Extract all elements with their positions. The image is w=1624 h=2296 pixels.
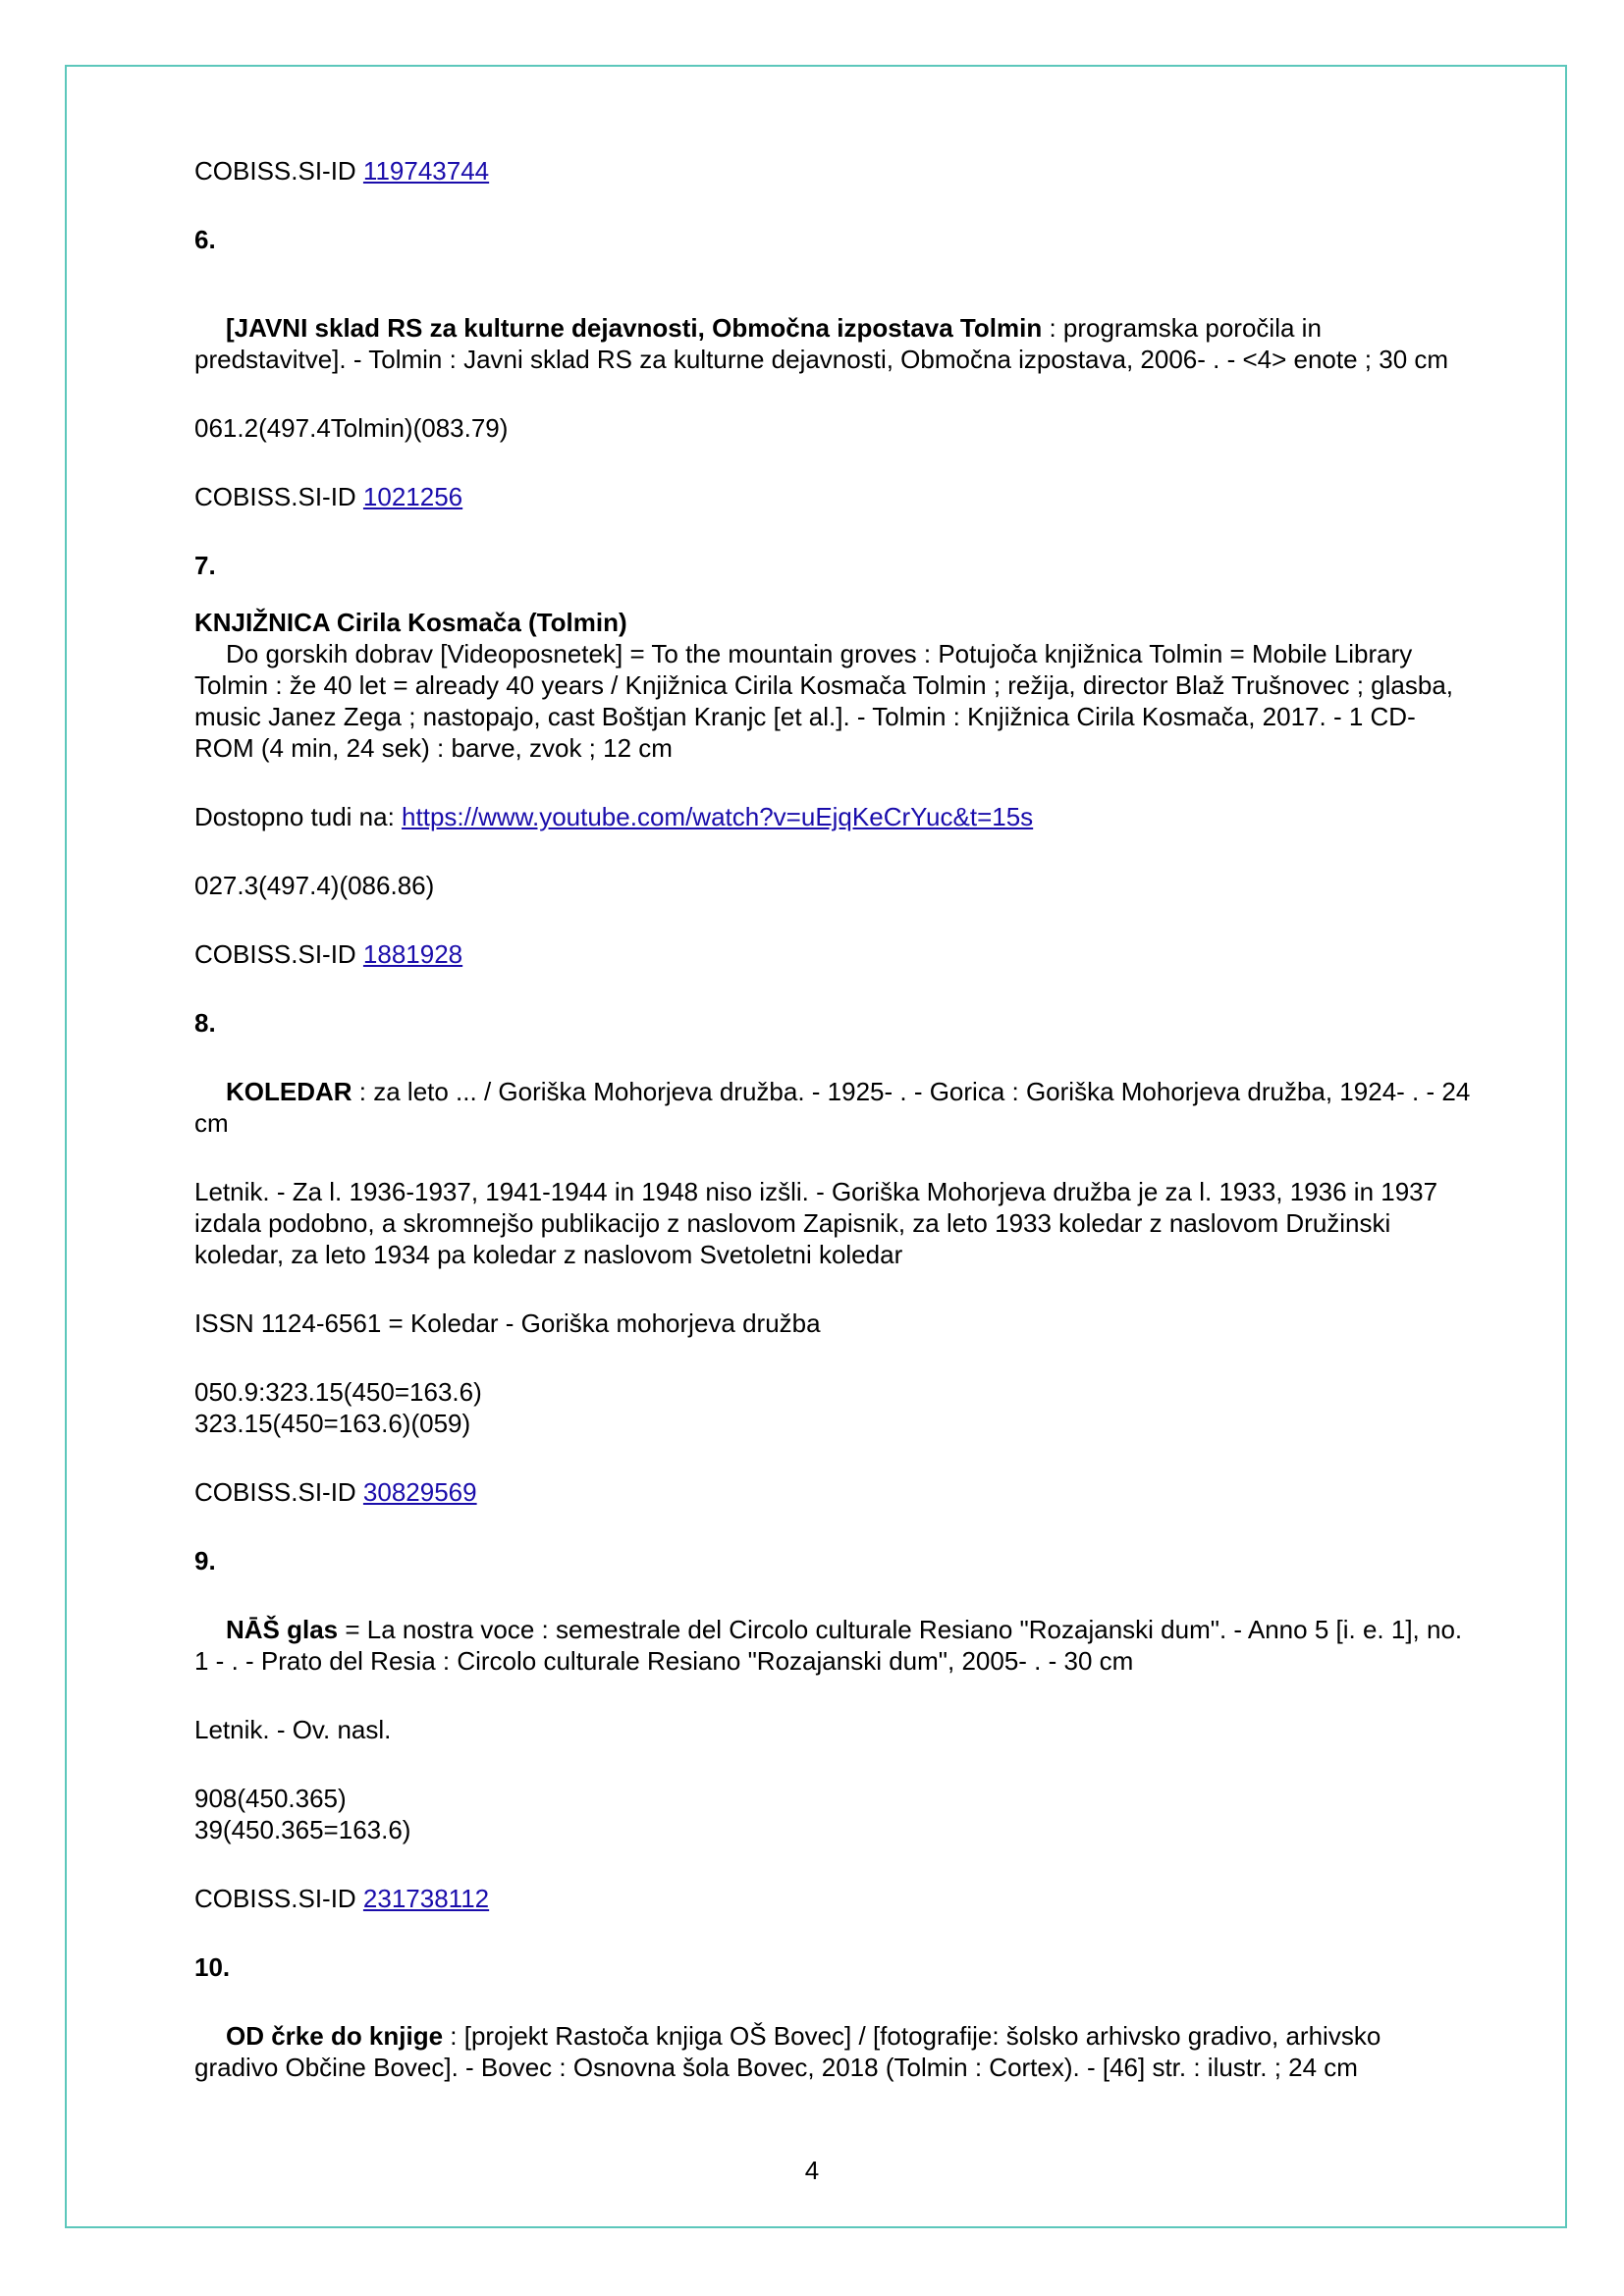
entry-number-10: 10.	[194, 1952, 231, 1982]
entry-7-availability: Dostopno tudi na: https://www.youtube.com/watch?v=uEjqKeCrYuc&t=15s	[194, 802, 1034, 831]
entry-9-udc-1: 908(450.365)	[194, 1784, 347, 1813]
cobiss-id-link[interactable]: 119743744	[362, 156, 490, 186]
entry-8-cobiss: COBISS.SI-ID 30829569	[194, 1477, 477, 1507]
entry-8-note: Letnik. - Za l. 1936-1937, 1941-1944 in 1948 niso izšli. - Goriška Mohorjeva družba je za l. 1933, 1936 in 1937 izdala podobno, a skromnejšo publikacijo z naslovom Zapisnik, za leto 1933 koledar z naslovom Družinski koledar, za leto 1934 pa koledar z naslovom Svetoletni koledar	[194, 1177, 1438, 1269]
entry-9-description: NĀŠ glas = La nostra voce : semestrale del Circolo culturale Resiano "Rozajanski dum". - Anno 5 [i. e. 1], no. 1 - . - Prato del Resia : Circolo culturale Resiano "Rozajanski dum", 2005- . - 30 cm	[194, 1615, 1463, 1676]
entry-9-title: NĀŠ glas	[226, 1615, 339, 1644]
entry-number-6: 6.	[194, 225, 216, 254]
cobiss-id-line: COBISS.SI-ID 119743744	[194, 156, 490, 186]
entry-9-udc-2: 39(450.365=163.6)	[194, 1815, 411, 1844]
entry-8-issn: ISSN 1124-6561 = Koledar - Goriška mohorjeva družba	[194, 1308, 821, 1338]
entry-8-udc-1: 050.9:323.15(450=163.6)	[194, 1377, 482, 1407]
entry-9-cobiss: COBISS.SI-ID 231738112	[194, 1884, 490, 1913]
entry-6-cobiss: COBISS.SI-ID 1021256	[194, 482, 463, 511]
entry-6-description: [JAVNI sklad RS za kulturne dejavnosti, Območna izpostava Tolmin : programska poročila in predstavitve]. - Tolmin : Javni sklad RS za kulturne dejavnosti, Območna izpostava, 2006- . - <4> enote ; 30 cm	[194, 313, 1449, 374]
entry-6-title: [JAVNI sklad RS za kulturne dejavnosti, Območna izpostava Tolmin	[226, 313, 1043, 343]
page-number: 4	[804, 2156, 820, 2185]
entry-6-udc: 061.2(497.4Tolmin)(083.79)	[194, 413, 509, 443]
entry-7-udc: 027.3(497.4)(086.86)	[194, 871, 435, 900]
entry-9-note: Letnik. - Ov. nasl.	[194, 1715, 392, 1744]
entry-number-8: 8.	[194, 1008, 216, 1038]
entry-8-udc-2: 323.15(450=163.6)(059)	[194, 1409, 471, 1438]
cobiss-id-link[interactable]: 1021256	[362, 482, 463, 511]
cobiss-id-link[interactable]: 1881928	[362, 939, 463, 969]
cobiss-id-link[interactable]: 30829569	[362, 1477, 477, 1507]
bibliography-list	[194, 155, 1471, 2083]
entry-number-7: 7.	[194, 551, 216, 580]
entry-7-description: Do gorskih dobrav [Videoposnetek] = To the mountain groves : Potujoča knjižnica Tolmin = Mobile Library Tolmin : že 40 let = already 40 years / Knjižnica Cirila Kosmača Tolmin ; režija, director Blaž Trušnovec ; glasba, music Janez Zega ; nastopajo, cast Boštjan Kranjc [et al.]. - Tolmin : Knjižnica Cirila Kosmača, 2017. - 1 CD-ROM (4 min, 24 sek) : barve, zvok ; 12 cm	[194, 639, 1454, 763]
entry-10-description: OD črke do knjige : [projekt Rastoča knjiga OŠ Bovec] / [fotografije: šolsko arhivsko gradivo, arhivsko gradivo Občine Bovec]. - Bovec : Osnovna šola Bovec, 2018 (Tolmin : Cortex). - [46] str. : ilustr. ; 24 cm	[194, 2021, 1381, 2082]
entry-number-9: 9.	[194, 1546, 216, 1575]
entry-10-title: OD črke do knjige	[226, 2021, 444, 2051]
entry-7-cobiss: COBISS.SI-ID 1881928	[194, 939, 463, 969]
entry-8-description: KOLEDAR : za leto ... / Goriška Mohorjeva družba. - 1925- . - Gorica : Goriška Mohorjeva družba, 1924- . - 24 cm	[194, 1077, 1471, 1138]
entry-8-title: KOLEDAR	[226, 1077, 352, 1106]
youtube-link[interactable]: https://www.youtube.com/watch?v=uEjqKeCrYuc&t=15s	[402, 802, 1034, 831]
cobiss-id-link[interactable]: 231738112	[362, 1884, 490, 1913]
entry-7-heading: KNJIŽNICA Cirila Kosmača (Tolmin)	[194, 608, 627, 637]
